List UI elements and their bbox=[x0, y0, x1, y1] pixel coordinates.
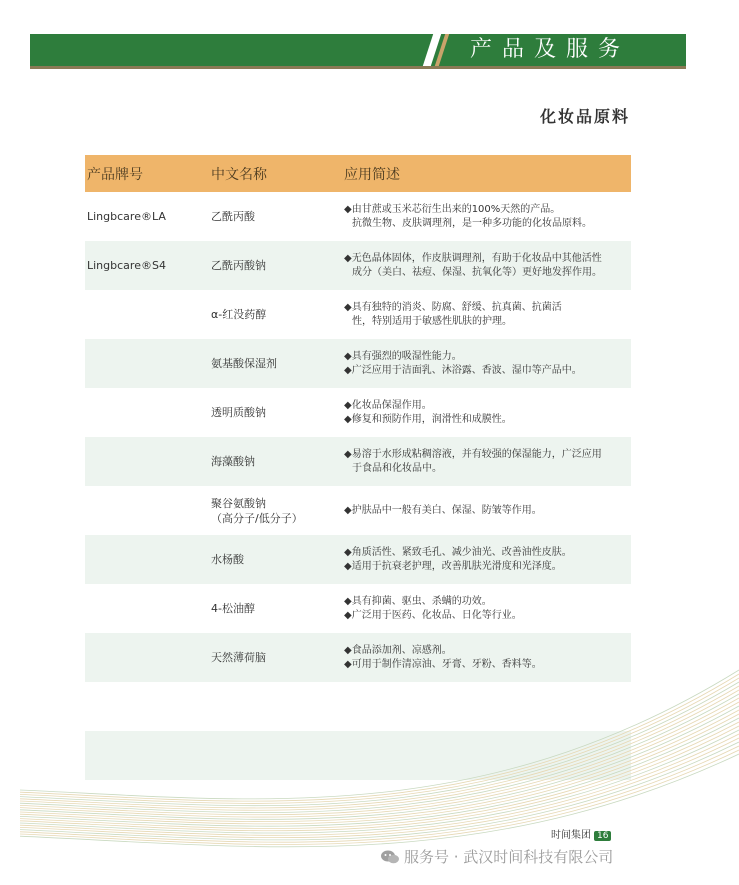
desc-line: ◆护肤品中一般有美白、保湿、防皱等作用。 bbox=[344, 504, 542, 516]
footer-page-number: 16 bbox=[594, 831, 611, 841]
wave-decoration bbox=[0, 660, 739, 885]
desc-cell bbox=[344, 399, 631, 427]
name-line: 乙酰丙酸 bbox=[211, 210, 255, 223]
watermark-text: 服务号 · 武汉时间科技有限公司 bbox=[404, 848, 614, 866]
desc-line: ◆化妆品保湿作用。 bbox=[344, 399, 432, 411]
desc-line: 抗微生物、皮肤调理剂，是一种多功能的化妆品原料。 bbox=[352, 217, 592, 229]
table-row bbox=[85, 535, 631, 584]
name-cell bbox=[211, 307, 344, 322]
desc-line: ◆食品添加剂、凉感剂。 bbox=[344, 644, 452, 656]
name-line: 聚谷氨酸钠 bbox=[211, 496, 266, 510]
footer-brand-text: 时间集团 bbox=[551, 830, 591, 841]
desc-line: 成分（美白、祛痘、保湿、抗氧化等）更好地发挥作用。 bbox=[352, 266, 602, 278]
name-line: 天然薄荷脑 bbox=[211, 651, 266, 664]
desc-line: ◆修复和预防作用，润滑性和成膜性。 bbox=[344, 413, 512, 425]
brand-cell: Lingbcare®LA bbox=[87, 210, 166, 223]
desc-line: 于食品和化妆品中。 bbox=[352, 462, 442, 474]
desc-line: ◆由甘蔗或玉米芯衍生出来的100%天然的产品。 bbox=[344, 203, 561, 215]
wave-line bbox=[20, 670, 739, 799]
name-cell bbox=[211, 356, 344, 371]
name-cell bbox=[211, 552, 344, 567]
name-cell bbox=[211, 454, 344, 469]
name-line: 乙酰丙酸钠 bbox=[211, 259, 266, 272]
desc-cell bbox=[344, 546, 631, 574]
name-line: 4-松油醇 bbox=[211, 602, 255, 615]
table-row bbox=[85, 290, 631, 339]
table-body bbox=[85, 192, 631, 682]
desc-cell bbox=[344, 301, 631, 329]
name-cell bbox=[211, 601, 344, 616]
desc-cell bbox=[344, 203, 631, 231]
header-desc: 应用简述 bbox=[344, 166, 400, 183]
desc-line: ◆广泛应用于洁面乳、沐浴露、香波、湿巾等产品中。 bbox=[344, 364, 582, 376]
desc-cell bbox=[344, 504, 631, 518]
wechat-icon bbox=[380, 849, 400, 865]
table-row bbox=[85, 241, 631, 290]
name-cell bbox=[211, 405, 344, 420]
table-row bbox=[85, 388, 631, 437]
desc-cell bbox=[344, 448, 631, 476]
desc-line: ◆广泛用于医药、化妆品、日化等行业。 bbox=[344, 609, 522, 621]
header-gold-line bbox=[30, 66, 686, 69]
wave-line bbox=[20, 738, 739, 838]
table-row bbox=[85, 486, 631, 535]
desc-cell bbox=[344, 350, 631, 378]
desc-line: ◆适用于抗衰老护理，改善肌肤光滑度和光泽度。 bbox=[344, 560, 562, 572]
wave-line bbox=[20, 674, 739, 801]
name-cell bbox=[211, 496, 344, 526]
name-line: 海藻酸钠 bbox=[211, 455, 255, 468]
name-line: 透明质酸钠 bbox=[211, 406, 266, 419]
desc-line: ◆可用于制作清凉油、牙膏、牙粉、香料等。 bbox=[344, 658, 542, 670]
table-row bbox=[85, 584, 631, 633]
footer-brand bbox=[551, 826, 611, 841]
section-title: 化妆品原料 bbox=[539, 107, 630, 126]
name-cell bbox=[211, 258, 344, 273]
header-name: 中文名称 bbox=[211, 166, 267, 183]
desc-line: ◆角质活性、紧致毛孔、减少油光、改善油性皮肤。 bbox=[344, 546, 572, 558]
name-line: 氨基酸保湿剂 bbox=[211, 357, 277, 370]
brand-cell: Lingbcare®S4 bbox=[87, 259, 166, 272]
desc-cell bbox=[344, 252, 631, 280]
name-line: 水杨酸 bbox=[211, 553, 244, 566]
wave-line bbox=[20, 678, 739, 803]
desc-line: ◆具有抑菌、驱虫、杀螨的功效。 bbox=[344, 595, 492, 607]
desc-cell bbox=[344, 595, 631, 623]
name-line: α-红没药醇 bbox=[211, 308, 267, 321]
table-row bbox=[85, 339, 631, 388]
desc-line: ◆无色晶体固体，作皮肤调理剂，有助于化妆品中其他活性 bbox=[344, 252, 602, 264]
desc-line: ◆具有强烈的吸湿性能力。 bbox=[344, 350, 462, 362]
table-row bbox=[85, 437, 631, 486]
header-title: 产品及服务 bbox=[470, 37, 631, 62]
table-row bbox=[85, 192, 631, 241]
watermark bbox=[380, 846, 613, 867]
table-header bbox=[85, 155, 631, 192]
wave-line bbox=[20, 734, 739, 835]
name-cell bbox=[211, 209, 344, 224]
desc-line: 性，特别适用于敏感性肌肤的护理。 bbox=[352, 315, 512, 327]
desc-line: ◆易溶于水形成粘稠溶液，并有较强的保湿能力，广泛应用 bbox=[344, 448, 602, 460]
header-brand: 产品牌号 bbox=[87, 166, 143, 183]
desc-line: ◆具有独特的消炎、防腐、舒缓、抗真菌、抗菌活 bbox=[344, 301, 562, 313]
name-line: （高分子/低分子） bbox=[211, 511, 303, 525]
